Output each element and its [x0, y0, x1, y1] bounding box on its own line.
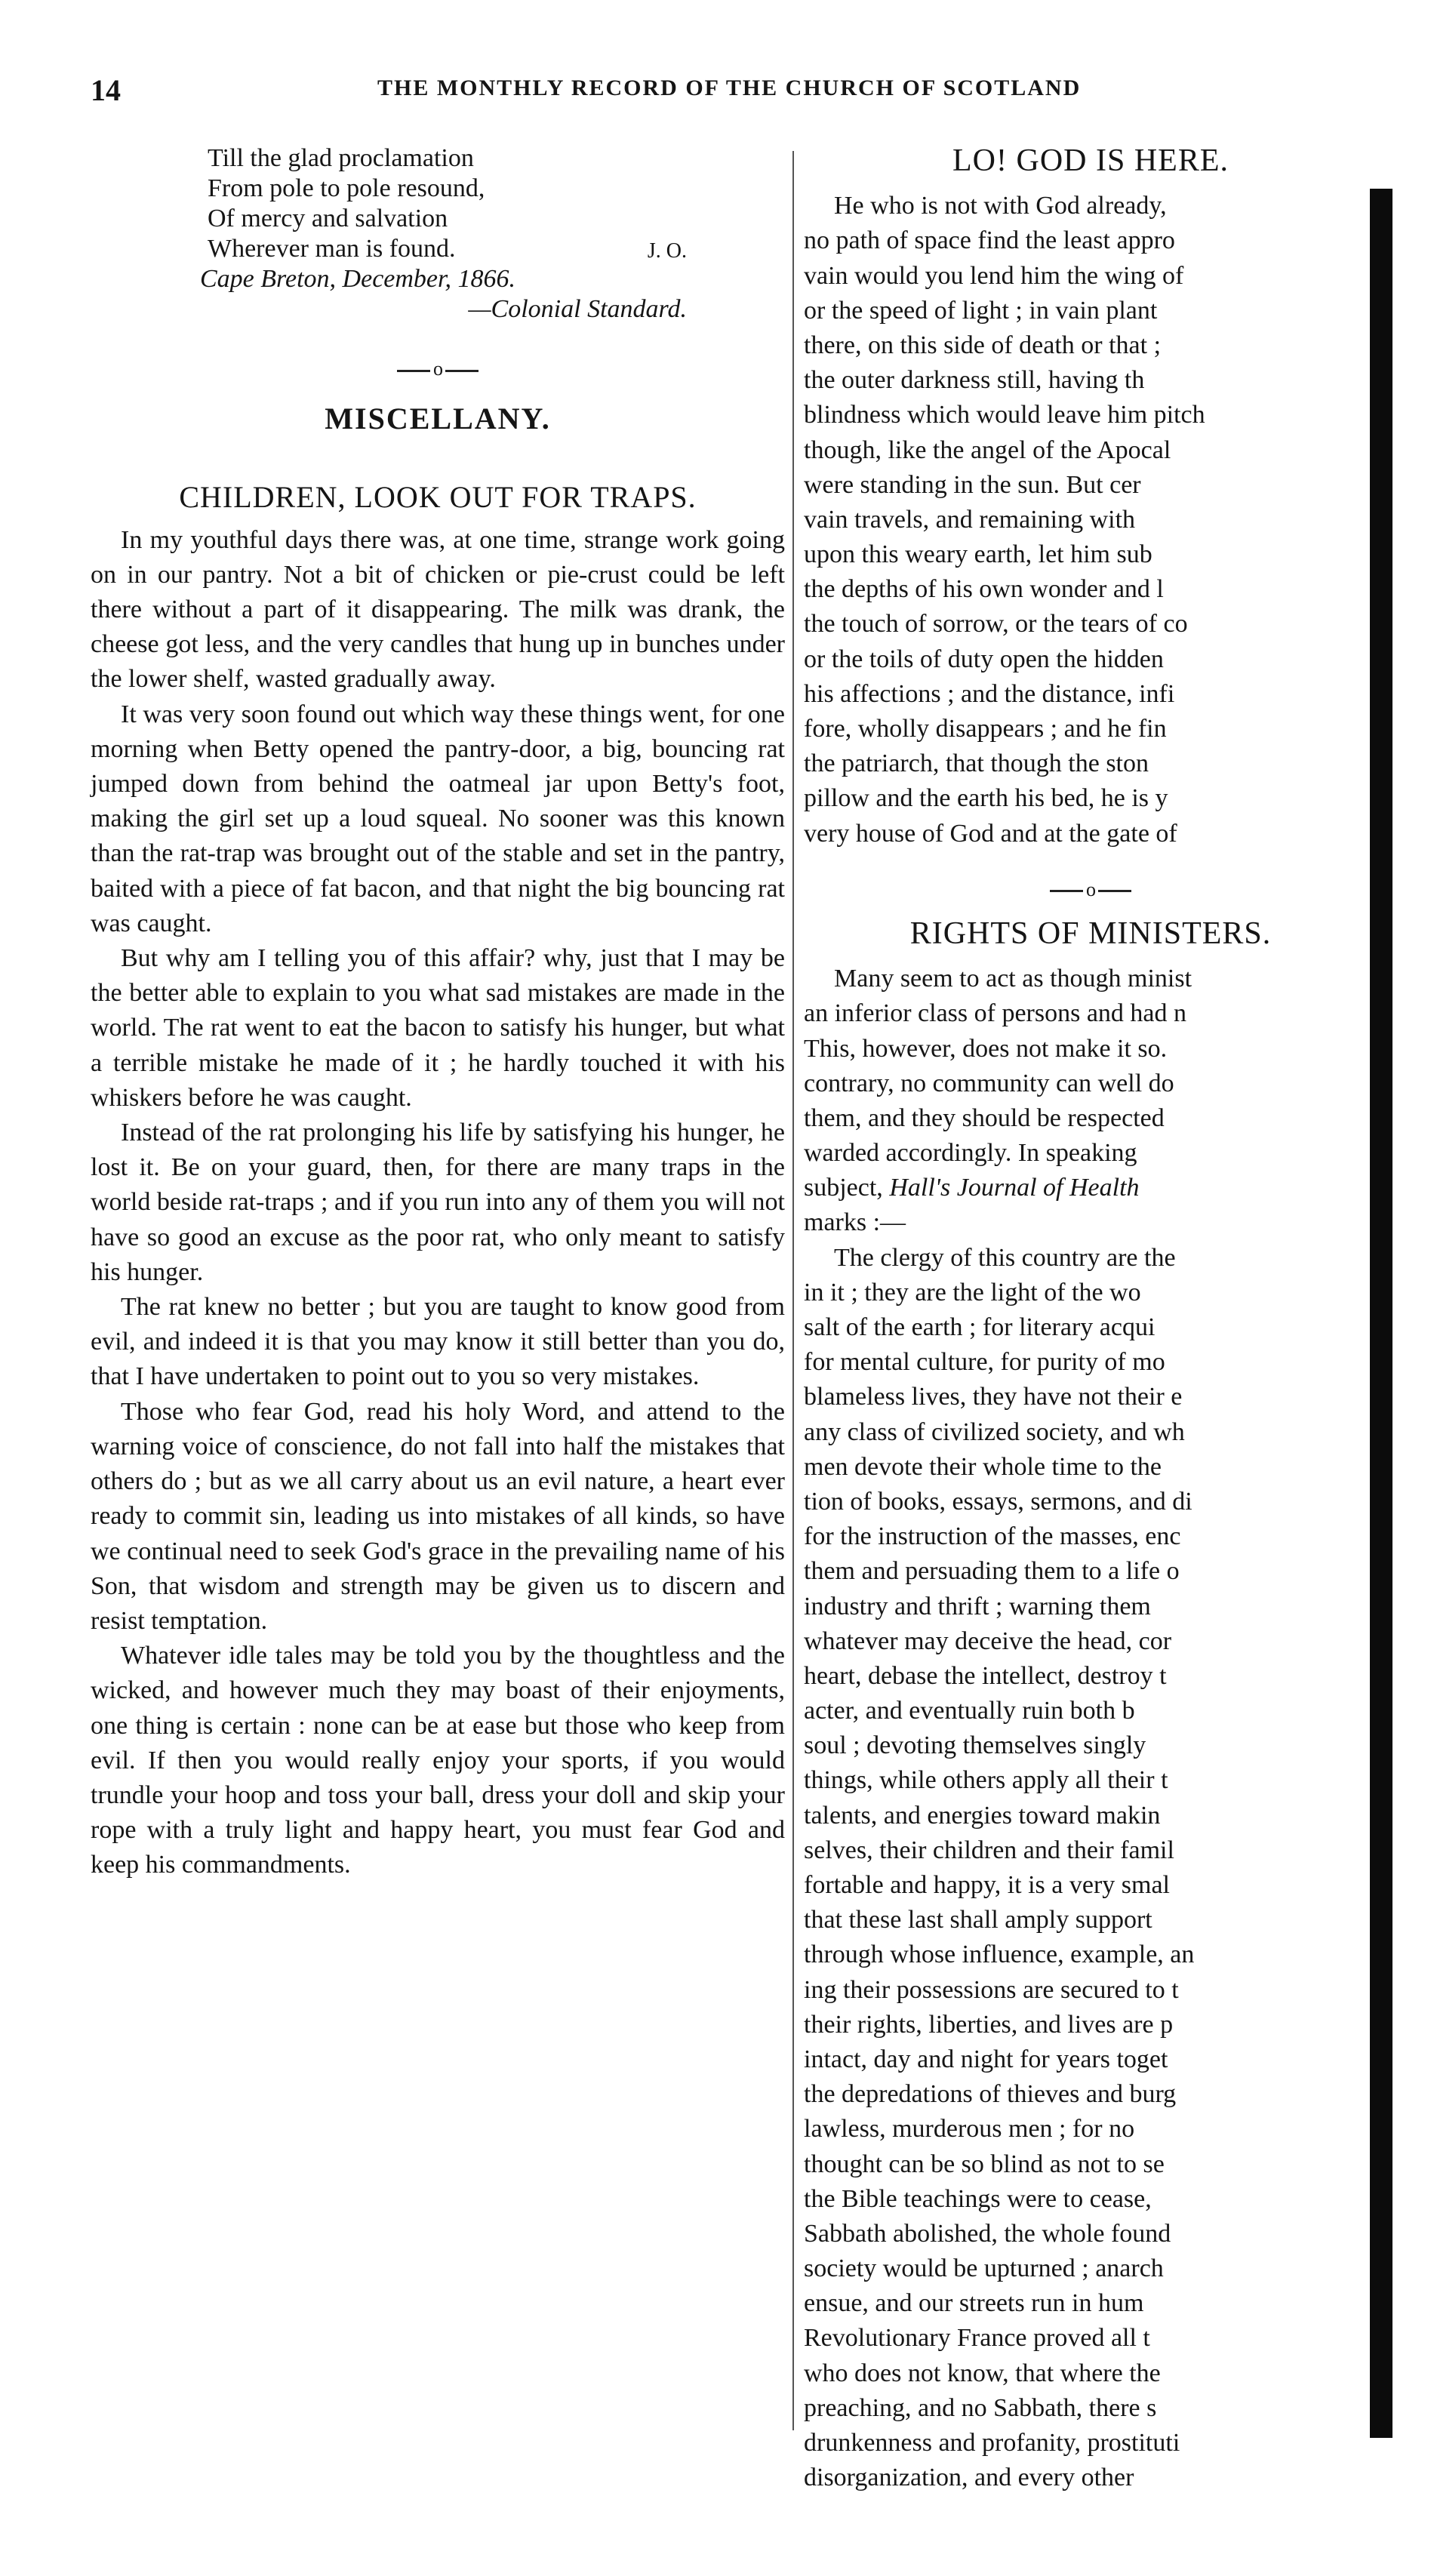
article-paragraph: Instead of the rat prolonging his life by satisfying his hunger, he lost it. Be on your guard, then, for there are many traps in the world beside rat-traps ; and if you run into any of them you will not have so good an excuse as the poor rat, who only meant to satisfy his hunger. [91, 1119, 785, 1286]
text-line: marks :— [804, 1208, 906, 1237]
poem-line: Till the glad proclamation [208, 144, 474, 172]
text-line: the patriarch, that though the ston [804, 749, 1149, 778]
poem-signature: J. O. [647, 239, 687, 263]
text-line: preaching, and no Sabbath, there s [804, 2393, 1157, 2422]
text-line: his affections ; and the distance, infi [804, 679, 1175, 708]
text-line: the outer darkness still, having th [804, 366, 1145, 395]
text-line: any class of civilized society, and wh [804, 1417, 1185, 1446]
text-line: were standing in the sun. But cer [804, 470, 1141, 499]
text-line: contrary, no community can well do [804, 1069, 1174, 1097]
right-column [804, 143, 1377, 2491]
text-line: for mental culture, for purity of mo [804, 1348, 1165, 1377]
text-line: their rights, liberties, and lives are p [804, 2010, 1174, 2039]
article-paragraph: Whatever idle tales may be told you by the thoughtless and the wicked, and however much they may boast of their enjoyments, one thing is certain : none can be at ease but those who keep from evil. If then you would really enjoy your sports, if you would trundle your hoop and toss your ball, dress your doll and skip your rope with a truly light and happy heart, you must fear God and keep his commandments. [91, 1642, 785, 1879]
article-paragraph [804, 962, 1377, 1241]
text-line: through whose influence, example, an [804, 1940, 1195, 1969]
running-header [91, 72, 1313, 118]
text-line: salt of the earth ; for literary acqui [804, 1313, 1156, 1342]
text-line: blameless lives, they have not their e [804, 1383, 1183, 1411]
left-column [91, 143, 785, 1883]
poem-line: Wherever man is found. [208, 235, 456, 263]
text-line: The clergy of this country are the [834, 1243, 1176, 1272]
text-line: industry and thrift ; warning them [804, 1592, 1151, 1620]
text-line: talents, and energies toward makin [804, 1801, 1161, 1830]
text-line: the Bible teachings were to cease, [804, 2184, 1152, 2213]
text-line: who does not know, that where the [804, 2359, 1161, 2387]
text-line: warded accordingly. In speaking [804, 1139, 1137, 1168]
article-title: RIGHTS OF MINISTERS. [909, 916, 1272, 951]
text-line: an inferior class of persons and had n [804, 999, 1187, 1028]
text-line: no path of space find the least appro [804, 226, 1175, 255]
text-line: fortable and happy, it is a very smal [804, 1871, 1170, 1900]
text-line: the touch of sorrow, or the tears of co [804, 610, 1188, 639]
text-line: whatever may deceive the head, cor [804, 1627, 1172, 1655]
text-line: there, on this side of death or that ; [804, 331, 1162, 359]
poem-line: Of mercy and salvation [208, 205, 448, 232]
text-line: them, and they should be respected [804, 1103, 1165, 1132]
text-line: in it ; they are the light of the wo [804, 1278, 1141, 1306]
text-line: soul ; devoting themselves singly [804, 1731, 1146, 1760]
text-line: upon this weary earth, let him sub [804, 540, 1152, 569]
text-line: though, like the angel of the Apocal [804, 435, 1171, 464]
poem [200, 143, 785, 325]
text-line: Many seem to act as though minist [834, 965, 1192, 993]
text-line: men devote their whole time to the [804, 1452, 1162, 1481]
section-divider: o [804, 873, 1377, 907]
text-line: thought can be so blind as not to se [804, 2150, 1165, 2178]
poem-source: —Colonial Standard. [468, 295, 687, 323]
text-line: disorganization, and every other [804, 2464, 1134, 2491]
article-paragraph: The rat knew no better ; but you are taught to know good from evil, and indeed it is that you may know it still better than you do, that I have undertaken to point out to you so very mistakes. [91, 1293, 785, 1391]
text-line: or the toils of duty open the hidden [804, 645, 1164, 673]
text-line: heart, debase the intellect, destroy t [804, 1661, 1167, 1690]
text-line: ensue, and our streets run in hum [804, 2289, 1144, 2318]
article-paragraph: But why am I telling you of this affair? why, just that I may be the better able to explain to you what sad mistakes are made in the world. The rat went to eat the bacon to satisfy his hunger, but what a terrible mistake he made of it ; he hardly touched it with his whiskers before he was caught. [91, 944, 785, 1112]
text-line: acter, and eventually ruin both b [804, 1697, 1135, 1725]
text-line: blindness which would leave him pitch [804, 401, 1205, 429]
text-line: vain would you lend him the wing of [804, 261, 1184, 290]
article-paragraph: In my youthful days there was, at one time, strange work going on in our pantry. Not a bit of chicken or pie-crust could be left there without a part of it disappearing. The milk was drank, the cheese got less, and the very candles that hung up in bunches under the lower shelf, wasted gradually away. [91, 525, 785, 694]
section-heading: MISCELLANY. [325, 402, 551, 436]
text-line: drunkenness and profanity, prostituti [804, 2429, 1180, 2458]
text-line: that these last shall amply support [804, 1906, 1152, 1934]
article-paragraph: It was very soon found out which way these things went, for one morning when Betty opened the pantry-door, a big, bouncing rat jumped down from behind the oatmeal jar upon Betty's foot, making the girl set up a loud squeal. No sooner was this known than the rat-trap was brought out of the stable and set in the pantry, baited with a piece of fat bacon, and that night the big bouncing rat was caught. [91, 700, 785, 937]
text-line: tion of books, essays, sermons, and di [804, 1487, 1192, 1516]
text-line: fore, wholly disappears ; and he fin [804, 715, 1167, 743]
text-line: things, while others apply all their t [804, 1766, 1168, 1795]
text-line: them and persuading them to a life o [804, 1557, 1180, 1586]
text-line: ing their possessions are secured to t [804, 1975, 1179, 2004]
text-line: He who is not with God already, [834, 192, 1167, 220]
text-line: the depths of his own wonder and l [804, 575, 1164, 604]
poem-place-date: Cape Breton, December, 1866. [200, 265, 515, 293]
text-line: Sabbath abolished, the whole found [804, 2219, 1171, 2248]
text-line: vain travels, and remaining with [804, 505, 1136, 534]
text-line: very house of God and at the gate of [804, 819, 1177, 848]
text-line: pillow and the earth his bed, he is y [804, 784, 1168, 813]
article-paragraph [804, 1241, 1377, 2491]
running-title: THE MONTHLY RECORD OF THE CHURCH OF SCOTLAND [377, 75, 1082, 100]
text-line: This, however, does not make it so. [804, 1034, 1168, 1063]
poem-line: From pole to pole resound, [208, 174, 485, 202]
article-paragraph [804, 189, 1377, 851]
text-line: or the speed of light ; in vain plant [804, 296, 1158, 325]
text-line: the depredations of thieves and burg [804, 2080, 1177, 2109]
text-line: Revolutionary France proved all t [804, 2324, 1150, 2353]
text-line: society would be upturned ; anarch [804, 2254, 1164, 2283]
section-divider: o [91, 352, 785, 386]
text-line: for the instruction of the masses, enc [804, 1522, 1181, 1551]
text-line: intact, day and night for years toget [804, 2045, 1168, 2073]
text-line: selves, their children and their famil [804, 1836, 1174, 1864]
article-title: LO! GOD IS HERE. [952, 143, 1229, 178]
column-rule [792, 151, 794, 2430]
article-title: CHILDREN, LOOK OUT FOR TRAPS. [179, 480, 697, 515]
text-line: subject, Hall's Journal of Health [804, 1174, 1140, 1202]
text-line: lawless, murderous men ; for no [804, 2115, 1135, 2144]
article-paragraph: Those who fear God, read his holy Word, and attend to the warning voice of conscience, do not fall into half the mistakes that others do ; but as we all carry about us an evil nature, a heart ever ready to commit sin, leading us into mistakes of all kinds, so have we continual need to seek God's grace in the prevailing name of his Son, that wisdom and strength may be given us to discern and resist temptation. [91, 1397, 785, 1635]
page-number: 14 [91, 73, 121, 107]
